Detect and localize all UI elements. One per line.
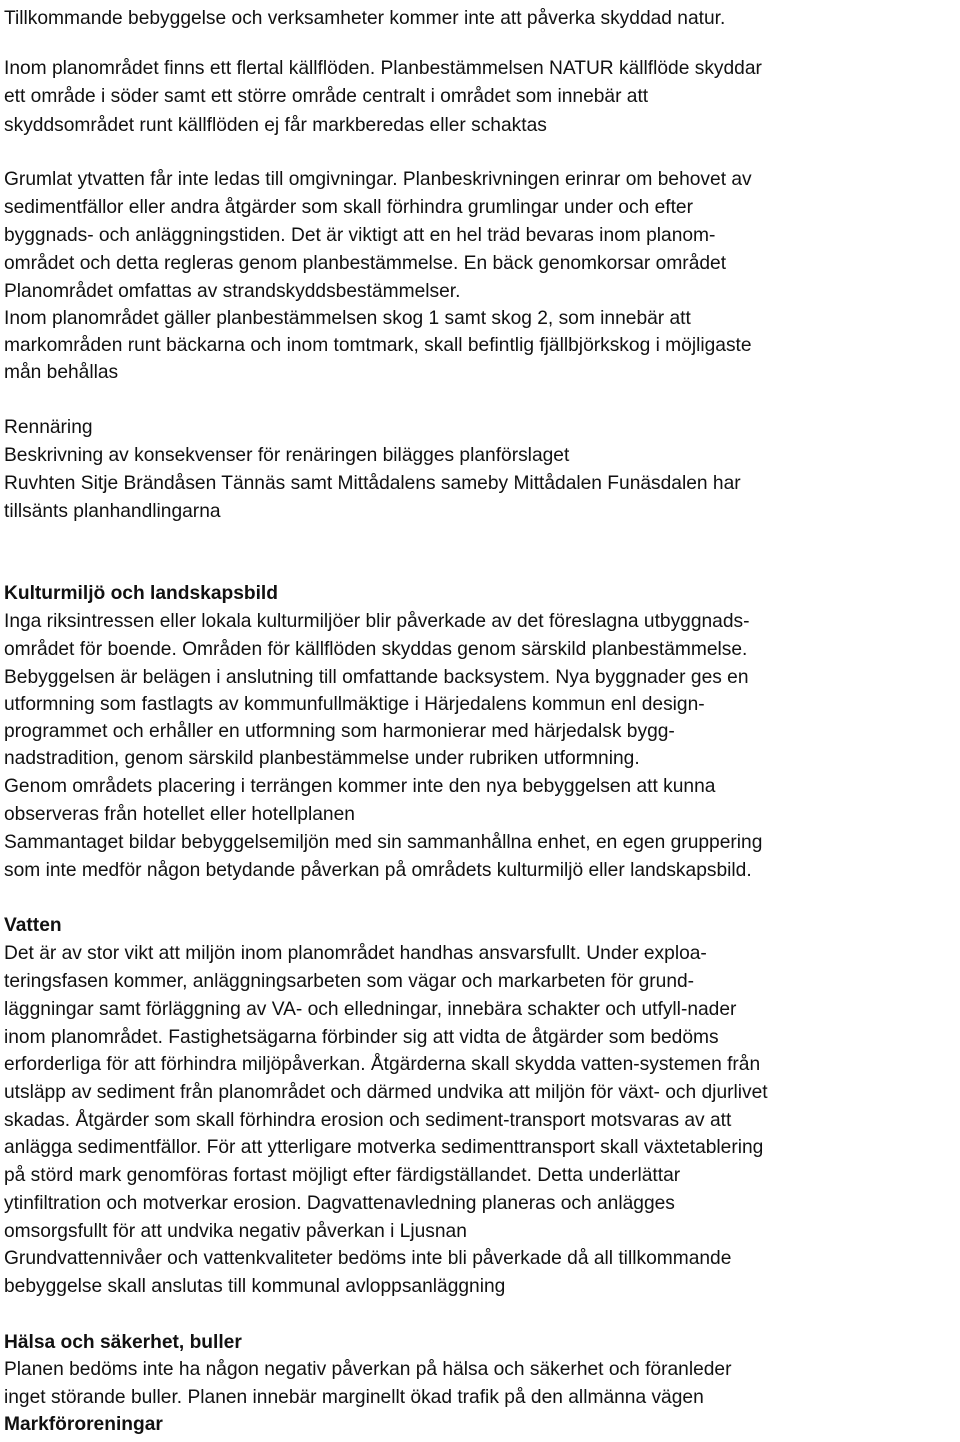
- section-heading: Markföroreningar: [4, 1414, 163, 1435]
- text-line: skadas. Åtgärder som skall förhindra erosion och sediment-transport motsvaras av att: [4, 1110, 732, 1131]
- text-line: observeras från hotellet eller hotellplanen: [4, 804, 355, 825]
- section-heading: Vatten: [4, 915, 62, 936]
- text-line: mån behållas: [4, 362, 119, 383]
- section-heading: Hälsa och säkerhet, buller: [4, 1332, 242, 1353]
- text-line: teringsfasen kommer, anläggningsarbeten som vägar och markarbeten för grund-: [4, 971, 695, 992]
- text-line: utformning som fastlagts av kommunfullmäktige i Härjedalens kommun enl design-: [4, 694, 705, 715]
- text-line: området och detta regleras genom planbestämmelse. En bäck genomkorsar området: [4, 253, 727, 274]
- section-heading: Kulturmiljö och landskapsbild: [4, 583, 278, 604]
- text-line: Planen bedöms inte ha någon negativ påverkan på hälsa och säkerhet och föranleder: [4, 1359, 732, 1380]
- text-line: byggnads- och anläggningstiden. Det är viktigt att en hel träd bevaras inom planom-: [4, 225, 716, 246]
- text-line: ytinfiltration och motverkar erosion. Dagvattenavledning planeras och anlägges: [4, 1193, 675, 1214]
- text-line: skyddsområdet runt källflöden ej får markberedas eller schaktas: [4, 115, 547, 136]
- text-line: Ruvhten Sitje Brändåsen Tännäs samt Mittådalens sameby Mittådalen Funäsdalen har: [4, 473, 741, 494]
- text-line: omsorgsfullt för att undvika negativ påverkan i Ljusnan: [4, 1221, 467, 1242]
- text-line: inom planområdet. Fastighetsägarna förbinder sig att vidta de åtgärder som bedöms: [4, 1027, 719, 1048]
- text-line: Rennäring: [4, 417, 93, 438]
- text-line: sedimentfällor eller andra åtgärder som skall förhindra grumlingar under och efter: [4, 197, 693, 218]
- text-line: utsläpp av sediment från planområdet och därmed undvika att miljön för växt- och djurlivet: [4, 1082, 768, 1103]
- text-line: Bebyggelsen är belägen i anslutning till omfattande backsystem. Nya byggnader ges en: [4, 667, 749, 688]
- text-line: Inom planområdet finns ett flertal källflöden. Planbestämmelsen NATUR källflöde skyddar: [4, 58, 762, 79]
- text-line: programmet och erhåller en utformning som harmonierar med härjedalsk bygg-: [4, 721, 675, 742]
- text-line: markområden runt bäckarna och inom tomtmark, skall befintlig fjällbjörkskog i möjligaste: [4, 335, 752, 356]
- text-line: ett område i söder samt ett större område centralt i området som innebär att: [4, 86, 649, 107]
- text-line: bebyggelse skall anslutas till kommunal avloppsanläggning: [4, 1276, 506, 1297]
- text-line: Det är av stor vikt att miljön inom planområdet handhas ansvarsfullt. Under exploa-: [4, 943, 707, 964]
- text-line: anlägga sedimentfällor. För att ytterligare motverka sedimenttransport skall växtetablering: [4, 1137, 764, 1158]
- text-line: tillsänts planhandlingarna: [4, 501, 221, 522]
- text-line: inget störande buller. Planen innebär marginellt ökad trafik på den allmänna vägen: [4, 1387, 704, 1408]
- text-line: Sammantaget bildar bebyggelsemiljön med sin sammanhållna enhet, en egen gruppering: [4, 832, 763, 853]
- text-line: Grumlat ytvatten får inte ledas till omgivningar. Planbeskrivningen erinrar om behovet av: [4, 169, 752, 190]
- text-line: Tillkommande bebyggelse och verksamheter kommer inte att påverka skyddad natur.: [4, 8, 726, 29]
- text-line: på störd mark genomföras fortast möjligt efter färdigställandet. Detta underlättar: [4, 1165, 681, 1186]
- text-line: Inga riksintressen eller lokala kulturmiljöer blir påverkade av det föreslagna utbyggnads-: [4, 611, 750, 632]
- text-line: erforderliga för att förhindra miljöpåverkan. Åtgärderna skall skydda vatten-systemen från: [4, 1054, 761, 1075]
- text-line: Grundvattennivåer och vattenkvaliteter bedöms inte bli påverkade då all tillkommande: [4, 1248, 732, 1269]
- text-line: Beskrivning av konsekvenser för renäringen bilägges planförslaget: [4, 445, 570, 466]
- text-line: Planområdet omfattas av strandskyddsbestämmelser.: [4, 281, 461, 302]
- text-line: Genom områdets placering i terrängen kommer inte den nya bebyggelsen att kunna: [4, 776, 716, 797]
- text-line: som inte medför någon betydande påverkan på områdets kulturmiljö eller landskapsbild.: [4, 860, 752, 881]
- text-line: nadstradition, genom särskild planbestämmelse under rubriken utformning.: [4, 748, 640, 769]
- text-line: läggningar samt förläggning av VA- och elledningar, innebära schakter och utfyll-nader: [4, 999, 737, 1020]
- text-line: Inom planområdet gäller planbestämmelsen skog 1 samt skog 2, som innebär att: [4, 308, 691, 329]
- text-line: området för boende. Områden för källflöden skyddas genom särskild planbestämmelse.: [4, 639, 748, 660]
